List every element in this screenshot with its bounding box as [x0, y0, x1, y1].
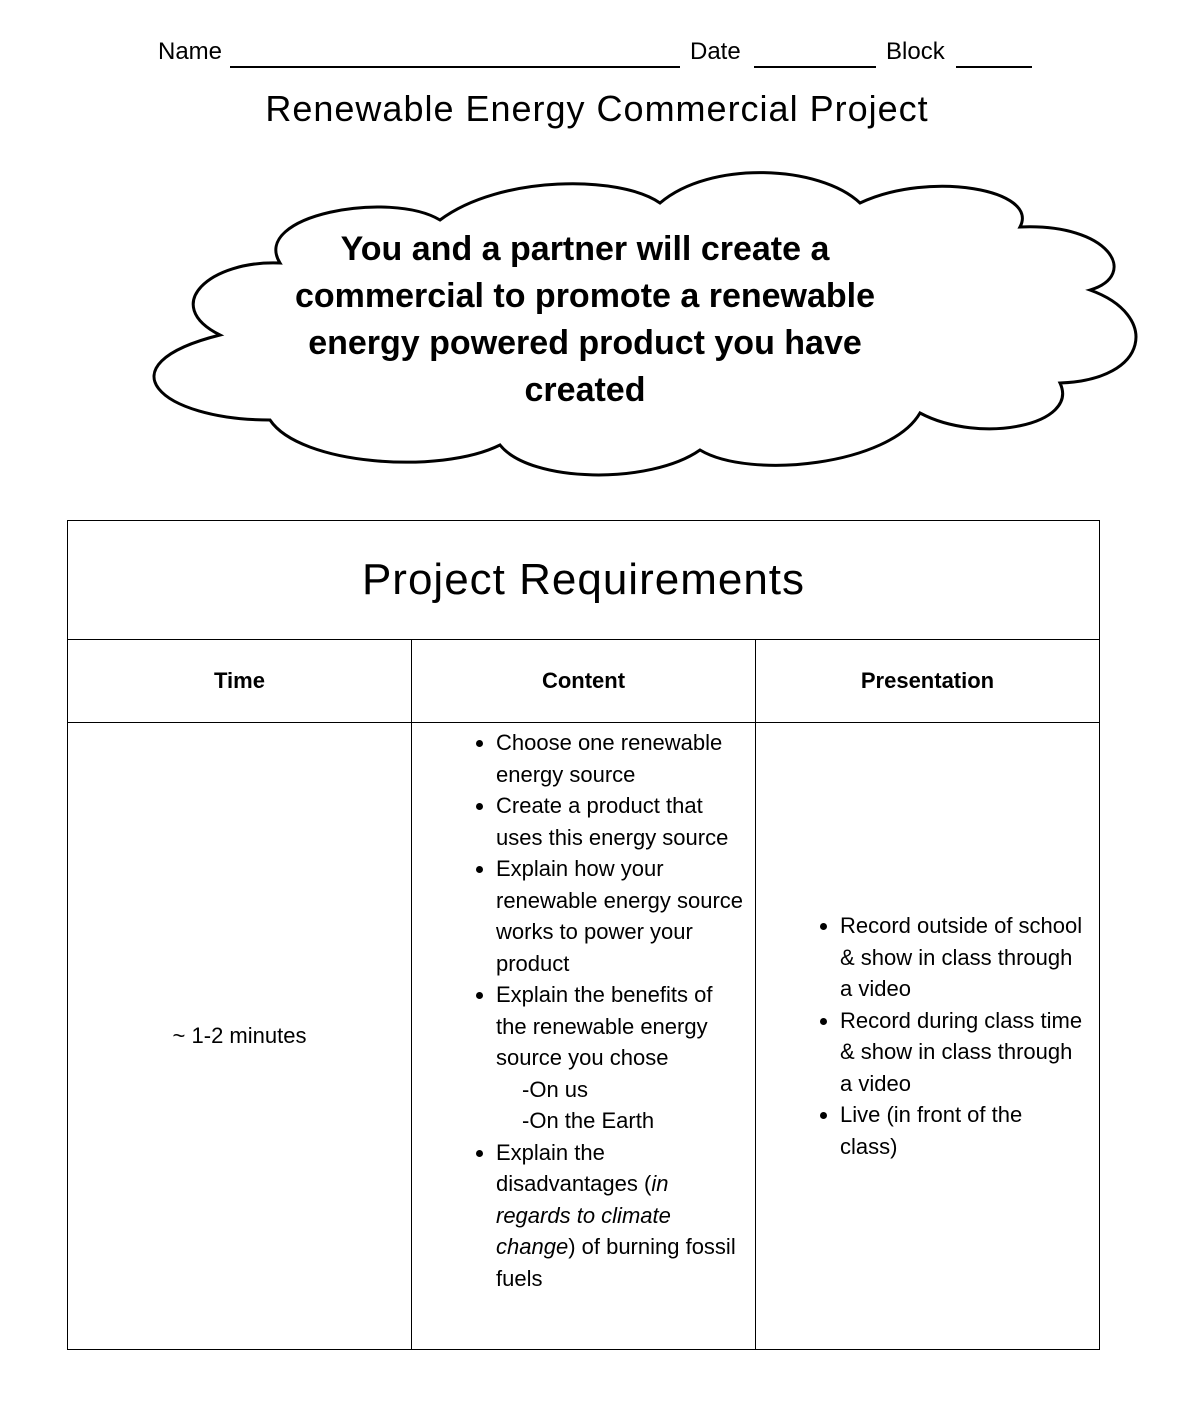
block-label: Block [886, 38, 945, 65]
requirements-table-title: Project Requirements [68, 521, 1100, 640]
content-item-text: Explain the benefits of the renewable energy source you chose [496, 982, 713, 1070]
requirements-table [67, 520, 1100, 1350]
content-subitem: -On us [522, 1076, 589, 1102]
content-subitem: -On the Earth [522, 1108, 655, 1133]
column-header-content: Content [412, 640, 756, 723]
content-item-italic: in regards to climate change [496, 1171, 671, 1259]
name-label: Name [158, 38, 223, 65]
block-field[interactable] [956, 66, 1032, 68]
presentation-list [756, 910, 1099, 1162]
content-cell [412, 723, 756, 1350]
content-item: • Create a product that uses this energy source [496, 790, 747, 853]
content-item: • Explain how your renewable energy source works to power your product [496, 853, 747, 979]
name-field[interactable] [230, 66, 680, 68]
presentation-cell [756, 723, 1100, 1350]
page-title: Renewable Energy Commercial Project [265, 88, 929, 129]
content-sublist [496, 1074, 747, 1137]
column-header-presentation: Presentation [756, 640, 1100, 723]
presentation-item: • Record outside of school & show in class through a video [840, 910, 1085, 1005]
content-item-text: Explain the disadvantages ( [496, 1139, 652, 1196]
content-item-text: ) of burning fossil fuels [496, 1234, 736, 1291]
date-field[interactable] [754, 66, 876, 68]
content-item: • Choose one renewable energy source [496, 727, 747, 790]
cloud-callout-text: You and a partner will create a commercial to promote a renewable energy powered product you have created [294, 230, 876, 409]
presentation-item: • Live (in front of the class) [840, 1099, 1085, 1162]
time-cell: ~ 1-2 minutes [68, 723, 412, 1350]
content-item [496, 979, 747, 1137]
content-item [496, 1137, 747, 1295]
date-label: Date [690, 38, 741, 65]
column-header-time: Time [68, 640, 412, 723]
presentation-item: • Record during class time & show in class through a video [840, 1005, 1085, 1100]
content-list [412, 727, 755, 1294]
